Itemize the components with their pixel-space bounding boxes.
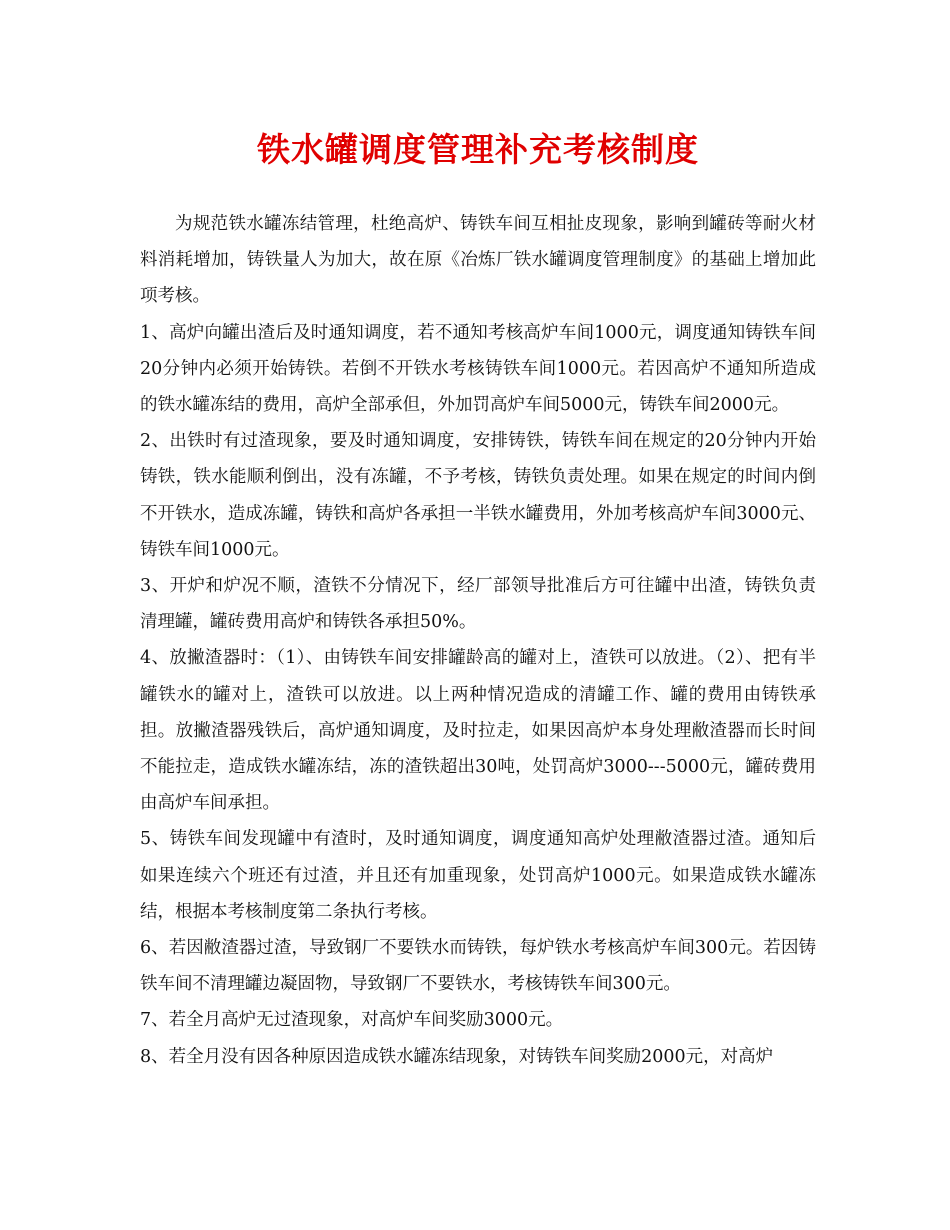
clause-paragraph-3: 3、开炉和炉况不顺，渣铁不分情况下，经厂部领导批准后方可往罐中出渣，铸铁负责清理罐，罐砖费用高炉和铸铁各承担50%。 — [140, 576, 816, 633]
clause-paragraph-6: 6、若因敝渣器过渣，导致钢厂不要铁水而铸铁，每炉铁水考核高炉车间300元。若因铸铁车间不清理罐边凝固物，导致钢厂不要铁水，考核铸铁车间300元。 — [140, 938, 816, 995]
clause-paragraph-1: 1、高炉向罐出渣后及时通知调度，若不通知考核高炉车间1000元，调度通知铸铁车间20分钟内必须开始铸铁。若倒不开铁水考核铸铁车间1000元。若因高炉不通知所造成的铁水罐冻结的费用，高炉全部承但，外加罚高炉车间5000元，铸铁车间2000元。 — [140, 322, 816, 416]
clause-paragraph-8: 8、若全月没有因各种原因造成铁水罐冻结现象，对铸铁车间奖励2000元，对高炉 — [140, 1046, 774, 1067]
document-page — [140, 0, 816, 1230]
clause-paragraph-5: 5、铸铁车间发现罐中有渣时，及时通知调度，调度通知高炉处理敝渣器过渣。通知后如果连续六个班还有过渣，并且还有加重现象，处罚高炉1000元。如果造成铁水罐冻结，根据本考核制度第二条执行考核。 — [140, 829, 816, 922]
document-title: 铁水罐调度管理补充考核制度 — [257, 130, 699, 169]
intro-paragraph: 为规范铁水罐冻结管理，杜绝高炉、铸铁车间互相扯皮现象，影响到罐砖等耐火材料消耗增加，铸铁量人为加大，故在原《冶炼厂铁水罐调度管理制度》的基础上增加此项考核。 — [140, 214, 816, 307]
clause-paragraph-2: 2、出铁时有过渣现象，要及时通知调度，安排铸铁，铸铁车间在规定的20分钟内开始铸铁，铁水能顺利倒出，没有冻罐，不予考核，铸铁负责处理。如果在规定的时间内倒不开铁水，造成冻罐，铸铁和高炉各承担一半铁水罐费用，外加考核高炉车间3000元、铸铁车间1000元。 — [140, 431, 816, 560]
document-body — [140, 206, 816, 1075]
clause-paragraph-4: 4、放撇渣器时：（1）、由铸铁车间安排罐龄高的罐对上，渣铁可以放进。（2）、把有半罐铁水的罐对上，渣铁可以放进。以上两种情况造成的清罐工作、罐的费用由铸铁承担。放撇渣器残铁后，高炉通知调度，及时拉走，如果因高炉本身处理敝渣器而长时间不能拉走，造成铁水罐冻结，冻的渣铁超出30吨，处罚高炉3000---5000元，罐砖费用由高炉车间承担。 — [140, 648, 816, 814]
clause-paragraph-7: 7、若全月高炉无过渣现象，对高炉车间奖励3000元。 — [140, 1010, 564, 1031]
